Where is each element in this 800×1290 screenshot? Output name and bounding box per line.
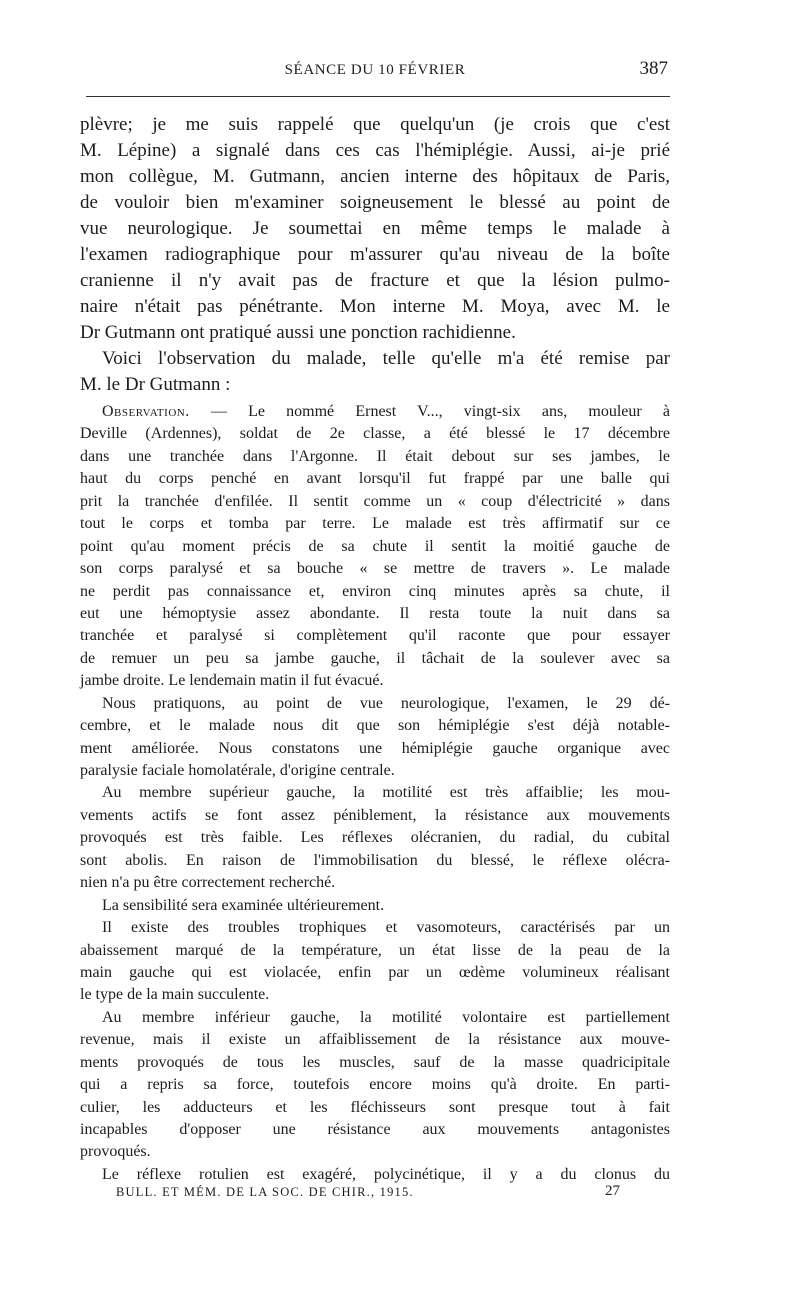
footer-signature: 27: [605, 1183, 620, 1199]
text-line: nien n'a pu être correctement recherché.: [80, 874, 336, 892]
text-line: provoqués est très faible. Les réflexes olécranien, du radial, du cubital: [80, 829, 670, 847]
text-line: M. Lépine) a signalé dans ces cas l'hémiplégie. Aussi, ai-je prié: [80, 140, 670, 161]
text-line: tranchée et paralysé si complètement qu'il raconte que pour essayer: [80, 627, 670, 645]
text-line: ments provoqués de tous les muscles, sauf de la masse quadricipitale: [80, 1053, 670, 1071]
text-line: Le réflexe rotulien est exagéré, polycinétique, il y a du clonus du: [102, 1165, 670, 1183]
text-line: Il existe des troubles trophiques et vasomoteurs, caractérisés par un: [102, 919, 670, 937]
page-number: 387: [639, 58, 668, 79]
text-line: main gauche qui est violacée, enfin par un œdème volumineux réalisant: [80, 963, 670, 981]
text-line: haut du corps penché en avant lorsqu'il fut frappé par une balle qui: [80, 470, 670, 488]
text-line: Deville (Ardennes), soldat de 2e classe, a été blessé le 17 décembre: [80, 425, 670, 443]
text-line: Au membre supérieur gauche, la motilité est très affaiblie; les mou-: [102, 784, 670, 802]
observation-heading: Observation.: [102, 403, 190, 420]
text-line: La sensibilité sera examinée ultérieurement.: [102, 896, 385, 914]
text-line: jambe droite. Le lendemain matin il fut évacué.: [80, 672, 384, 690]
text-line: Voici l'observation du malade, telle qu'elle m'a été remise par: [102, 348, 670, 369]
text-line: cembre, et le malade nous dit que son hémiplégie s'est déjà notable-: [80, 717, 670, 735]
running-head: SÉANCE DU 10 FÉVRIER: [284, 62, 466, 78]
text-line: son corps paralysé et sa bouche « se mettre de travers ». Le malade: [80, 560, 670, 578]
text-line: ne perdit pas connaissance et, environ cinq minutes après sa chute, il: [80, 582, 670, 600]
text-line: Au membre inférieur gauche, la motilité volontaire est partiellement: [102, 1008, 670, 1026]
text-line: plèvre; je me suis rappelé que quelqu'un (je crois que c'est: [80, 114, 670, 135]
text-line: naire n'était pas pénétrante. Mon interne M. Moya, avec M. le: [80, 296, 670, 317]
text-line: vue neurologique. Je soumettai en même temps le malade à: [80, 218, 670, 239]
text-line: vements actifs se font assez péniblement, la résistance aux mouvements: [80, 806, 670, 824]
text-line: revenue, mais il existe un affaiblissement de la résistance aux mouve-: [80, 1031, 670, 1049]
intro-text: [80, 112, 670, 398]
text-line: prit la tranchée d'enfilée. Il sentit comme un « coup d'électricité » dans: [80, 492, 670, 510]
text-line: le type de la main succulente.: [80, 986, 270, 1004]
text-line: provoqués.: [80, 1143, 151, 1161]
text-line: abaissement marqué de la température, un état lisse de la peau de la: [80, 941, 670, 959]
text-line: M. le Dr Gutmann :: [80, 374, 231, 395]
text-line: culier, les adducteurs et les fléchisseurs sont presque tout à fait: [80, 1098, 670, 1116]
text-line: cranienne il n'y avait pas de fracture et que la lésion pulmo-: [80, 270, 670, 291]
text-line: qui a repris sa force, toutefois encore moins qu'à droite. En parti-: [80, 1076, 670, 1094]
page-footer: [80, 1183, 670, 1207]
footer-source: BULL. ET MÉM. DE LA SOC. DE CHIR., 1915.: [116, 1185, 414, 1199]
text-line: point qu'au moment précis de sa chute il sentit la moitié gauche de: [80, 537, 670, 555]
text-line: ment améliorée. Nous constatons une hémiplégie gauche organique avec: [80, 739, 670, 757]
text-line: dans une tranchée dans l'Argonne. Il était debout sur ses jambes, le: [80, 447, 670, 465]
book-page: [80, 0, 670, 1290]
text-line: Nous pratiquons, au point de vue neurologique, l'examen, le 29 dé-: [102, 694, 670, 712]
text-line: de vouloir bien m'examiner soigneusement le blessé au point de: [80, 192, 670, 213]
page-header: [80, 56, 670, 86]
observation-first-line: [80, 401, 670, 423]
header-rule: [86, 96, 670, 97]
text-line: incapables d'opposer une résistance aux mouvements antagonistes: [80, 1121, 670, 1138]
text-line: l'examen radiographique pour m'assurer qu'au niveau de la boîte: [80, 244, 670, 265]
text-line: de remuer un peu sa jambe gauche, il tâchait de la soulever avec sa: [80, 649, 670, 667]
text-line: tout le corps et tomba par terre. Le malade est très affirmatif sur ce: [80, 515, 670, 533]
text-line: mon collègue, M. Gutmann, ancien interne des hôpitaux de Paris,: [80, 166, 670, 187]
text-line: paralysie faciale homolatérale, d'origine centrale.: [80, 762, 395, 779]
text-line: Dr Gutmann ont pratiqué aussi une ponction rachidienne.: [80, 322, 516, 343]
text-line: eut une hémoptysie assez abondante. Il resta toute la nuit dans sa: [80, 604, 670, 622]
observation-text: [80, 401, 670, 1186]
text-line: sont abolis. En raison de l'immobilisation du blessé, le réflexe olécra-: [80, 851, 670, 869]
observation-first-line-rest: — Le nommé Ernest V..., vingt-six ans, mouleur à: [189, 403, 670, 420]
